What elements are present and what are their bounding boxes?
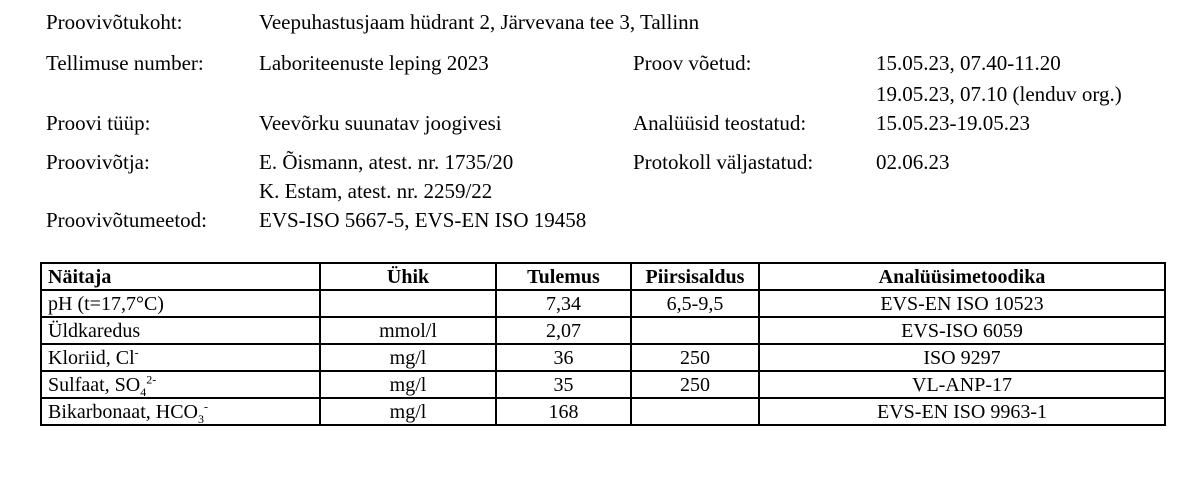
sampler-line1: E. Õismann, atest. nr. 1735/20 — [259, 150, 514, 174]
cell-parameter — [41, 371, 320, 398]
order-number-label: Tellimuse number: — [46, 51, 204, 75]
cell-unit — [320, 290, 496, 317]
parameter-superscript: 2- — [146, 371, 157, 386]
header-method: Analüüsimetoodika — [759, 263, 1165, 290]
parameter-name: Sulfaat, SO — [48, 373, 141, 396]
sampling-method-label: Proovivõtumeetod: — [46, 208, 207, 232]
table-header-row — [41, 263, 1165, 290]
cell-result: 36 — [496, 344, 631, 371]
order-number-value: Laboriteenuste leping 2023 — [259, 51, 489, 75]
cell-result: 2,07 — [496, 317, 631, 344]
header-parameter: Näitaja — [41, 263, 320, 290]
cell-result: 7,34 — [496, 290, 631, 317]
table-row — [41, 344, 1165, 371]
analyses-done-label: Analüüsid teostatud: — [633, 111, 807, 135]
cell-unit: mg/l — [320, 371, 496, 398]
parameter-subscript: 3 — [197, 411, 204, 425]
cell-limit — [631, 398, 759, 425]
results-table — [40, 262, 1166, 426]
protocol-issued-label: Protokoll väljastatud: — [633, 150, 814, 174]
cell-limit: 250 — [631, 344, 759, 371]
table-row — [41, 371, 1165, 398]
cell-unit: mg/l — [320, 344, 496, 371]
header-unit: Ühik — [320, 263, 496, 290]
analyses-done-value: 15.05.23-19.05.23 — [876, 111, 1030, 135]
sample-taken-line2: 19.05.23, 07.10 (lenduv org.) — [876, 82, 1122, 106]
cell-method: ISO 9297 — [759, 344, 1165, 371]
cell-limit: 6,5-9,5 — [631, 290, 759, 317]
cell-parameter: Üldkaredus — [41, 317, 320, 344]
cell-parameter: pH (t=17,7°C) — [41, 290, 320, 317]
sampling-location-label: Proovivõtukoht: — [46, 10, 183, 34]
cell-limit — [631, 317, 759, 344]
sampling-method-value: EVS-ISO 5667-5, EVS-EN ISO 19458 — [259, 208, 587, 232]
cell-limit: 250 — [631, 371, 759, 398]
cell-parameter — [41, 344, 320, 371]
parameter-name: Kloriid, Cl — [48, 346, 135, 369]
header-limit: Piirsisaldus — [631, 263, 759, 290]
sampler-label: Proovivõtja: — [46, 150, 150, 174]
sampling-location-value: Veepuhastusjaam hüdrant 2, Järvevana tee 3, Tallinn — [259, 10, 700, 34]
cell-unit: mmol/l — [320, 317, 496, 344]
sample-type-label: Proovi tüüp: — [46, 111, 151, 135]
header-result: Tulemus — [496, 263, 631, 290]
table-row — [41, 398, 1165, 425]
cell-unit: mg/l — [320, 398, 496, 425]
sample-type-value: Veevõrku suunatav joogivesi — [259, 111, 502, 135]
cell-result: 168 — [496, 398, 631, 425]
cell-result: 35 — [496, 371, 631, 398]
sample-taken-label: Proov võetud: — [633, 51, 752, 75]
cell-method: VL-ANP-17 — [759, 371, 1165, 398]
parameter-superscript: - — [203, 398, 208, 413]
sample-taken-line1: 15.05.23, 07.40-11.20 — [876, 51, 1061, 75]
protocol-issued-value: 02.06.23 — [876, 150, 950, 174]
parameter-subscript: 4 — [140, 384, 147, 398]
sampler-line2: K. Estam, atest. nr. 2259/22 — [259, 179, 493, 203]
table-row — [41, 317, 1165, 344]
parameter-superscript: - — [134, 344, 139, 359]
cell-parameter — [41, 398, 320, 425]
cell-method: EVS-ISO 6059 — [759, 317, 1165, 344]
parameter-name: Bikarbonaat, HCO — [48, 400, 198, 423]
cell-method: EVS-EN ISO 9963-1 — [759, 398, 1165, 425]
cell-method: EVS-EN ISO 10523 — [759, 290, 1165, 317]
table-row — [41, 290, 1165, 317]
